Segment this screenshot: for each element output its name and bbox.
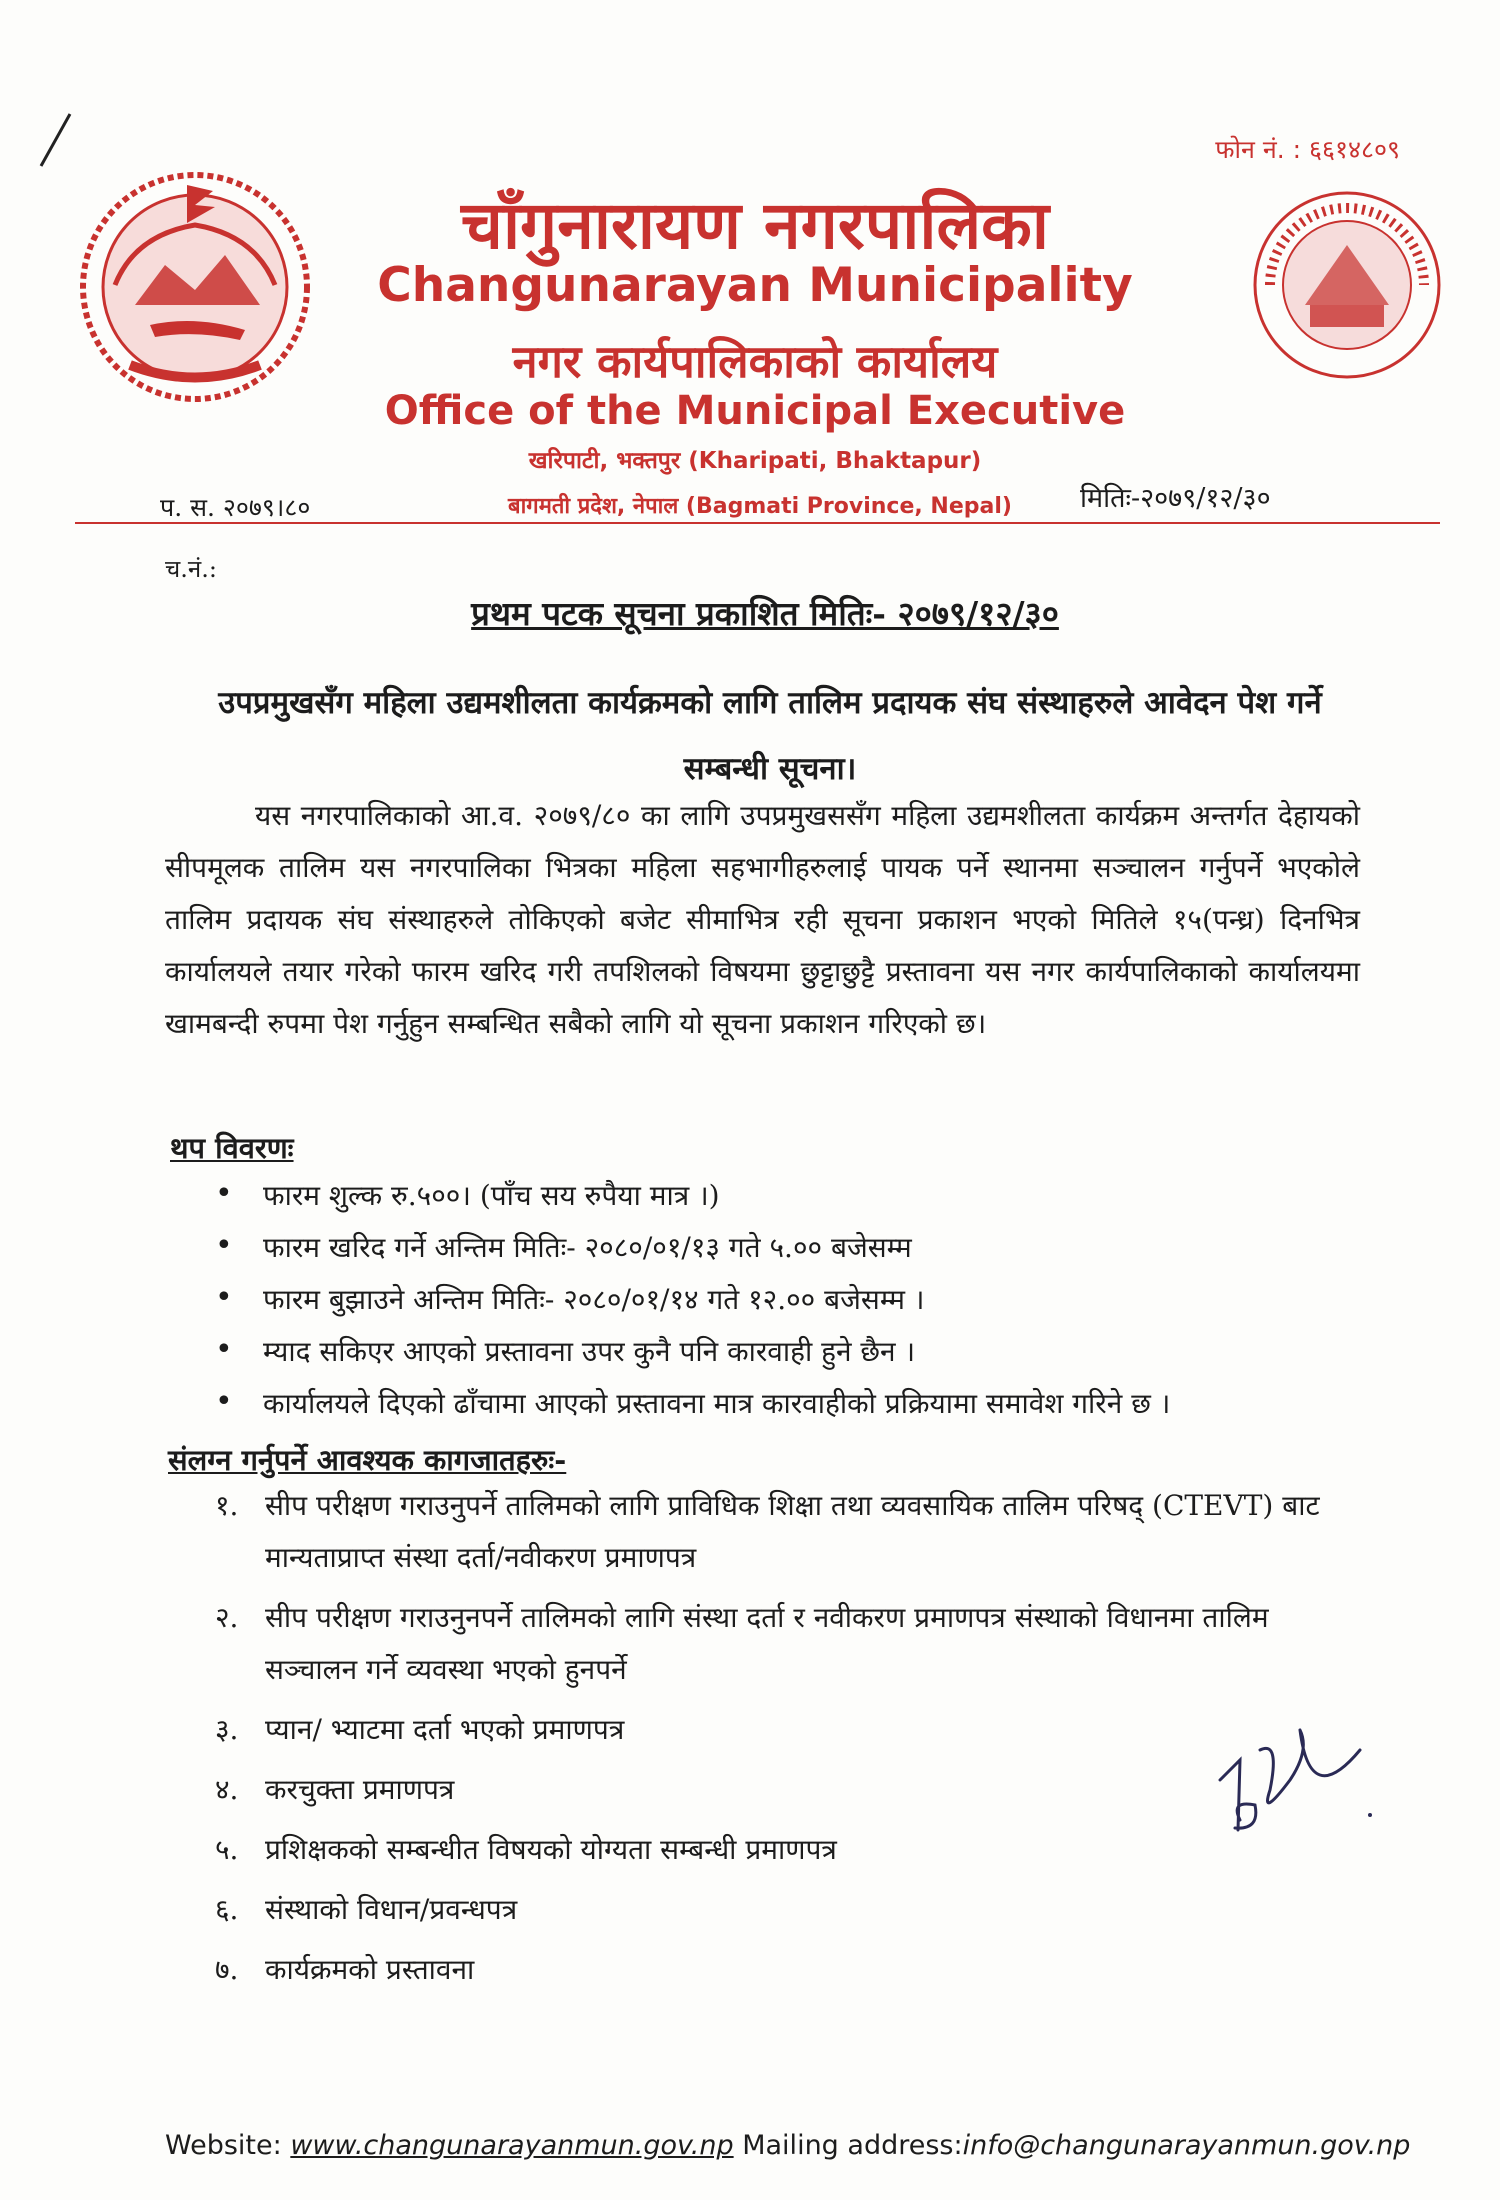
list-item: • कार्यालयले दिएको ढाँचामा आएको प्रस्तावना मात्र कारवाहीको प्रक्रियामा समावेश गरिने छ ।: [215, 1384, 1171, 1420]
list-item: ६. संस्थाको विधान/प्रवन्धपत्र: [215, 1893, 518, 1926]
office-name-english: Office of the Municipal Executive: [384, 388, 1126, 434]
mail-link[interactable]: info@changunarayanmun.gov.np: [962, 2130, 1411, 2161]
list-item: २. सीप परीक्षण गराउनुनपर्ने तालिमको लागि संस्था दर्ता र नवीकरण प्रमाणपत्र संस्थाको विधानमा तालिम सञ्चालन गर्ने व्यवस्था भएको हुनपर्ने: [215, 1601, 1269, 1686]
notice-subject: उपप्रमुखसँग महिला उद्यमशीलता कार्यक्रमको लागि तालिम प्रदायक संघ संस्थाहरुले आवेदन पेश गर्ने सम्बन्धी सूचना।: [218, 685, 1322, 787]
list-item: ३. प्यान/ भ्याटमा दर्ता भएको प्रमाणपत्र: [215, 1713, 625, 1746]
list-item: • म्याद सकिएर आएको प्रस्तावना उपर कुनै पनि कारवाही हुने छैन ।: [215, 1332, 916, 1368]
website-link[interactable]: www.changunarayanmun.gov.np: [290, 2130, 734, 2161]
office-name-nepali: नगर कार्यपालिकाको कार्यालय: [512, 335, 998, 388]
phone-number: फोन नं. : ६६१४८०९: [1215, 135, 1400, 164]
header-divider: [75, 522, 1440, 524]
municipality-name-english: Changunarayan Municipality: [377, 258, 1133, 313]
reference-number: प. स. २०७९।८०: [160, 493, 311, 522]
documents-list: [215, 1480, 1365, 2004]
mail-label: Mailing address:: [742, 2130, 963, 2161]
signature: [1200, 1720, 1400, 1860]
website-label: Website:: [165, 2130, 282, 2161]
municipality-name-nepali: चाँगुनारायण नगरपालिका: [461, 187, 1049, 264]
pen-mark: [35, 110, 75, 170]
list-item: ५. प्रशिक्षकको सम्बन्धीत विषयको योग्यता सम्बन्धी प्रमाणपत्र: [215, 1833, 837, 1866]
address-line-1: खरिपाटी, भक्तपुर (Kharipati, Bhaktapur): [528, 448, 982, 474]
details-list: [205, 1170, 1355, 1430]
notice-body: यस नगरपालिकाको आ.व. २०७९/८० का लागि उपप्रमुखससँग महिला उद्यमशीलता कार्यक्रम अन्तर्गत देहायको सीपमूलक तालिम यस नगरपालिका भित्रका महिला सहभागीहरुलाई पायक पर्ने स्थानमा सञ्चालन गर्नुपर्ने भएकोले तालिम प्रदायक संघ संस्थाहरुले तोकिएको बजेट सीमाभित्र रही सूचना प्रकाशन भएको मितिले १५(पन्ध्र) दिनभित्र कार्यालयले तयार गरेको फारम खरिद गरी तपशिलको विषयमा छुट्टाछुट्टै प्रस्तावना यस नगर कार्यपालिकाको कार्यालयमा खामबन्दी रुपमा पेश गर्नुहुन सम्बन्धित सबैको लागि यो सूचना प्रकाशन गरिएको छ।: [165, 799, 1360, 1040]
list-item: • फारम शुल्क रु.५००। (पाँच सय रुपैया मात्र ।): [215, 1176, 720, 1212]
nepal-emblem-icon: [75, 165, 315, 410]
list-item: • फारम बुझाउने अन्तिम मितिः- २०८०/०१/१४ गते १२.०० बजेसम्म ।: [215, 1280, 925, 1316]
documents-heading: संलग्न गर्नुपर्ने आवश्यक कागजातहरुः-: [168, 1443, 567, 1477]
list-item: १. सीप परीक्षण गराउनुपर्ने तालिमको लागि प्राविधिक शिक्षा तथा व्यवसायिक तालिम परिषद् (CTEVT) बाट मान्यताप्राप्त संस्था दर्ता/नवीकरण प्रमाणपत्र: [215, 1489, 1320, 1574]
letter-date: मितिः-२०७९/१२/३०: [1080, 483, 1271, 514]
list-item: ४. करचुक्ता प्रमाणपत्र: [215, 1773, 455, 1806]
details-heading: थप विवरणः: [170, 1131, 294, 1165]
address-line-2: बागमती प्रदेश, नेपाल (Bagmati Province, Nepal): [508, 494, 1012, 519]
list-item: ७. कार्यक्रमको प्रस्तावना: [215, 1953, 475, 1986]
dispatch-number: च.नं.:: [165, 555, 217, 583]
municipality-seal-icon: [1250, 185, 1445, 385]
list-item: • फारम खरिद गर्ने अन्तिम मितिः- २०८०/०१/१३ गते ५.०० बजेसम्म: [215, 1228, 912, 1264]
footer: [165, 2130, 1410, 2161]
first-published-date: प्रथम पटक सूचना प्रकाशित मितिः- २०७९/१२/३०: [471, 594, 1059, 633]
